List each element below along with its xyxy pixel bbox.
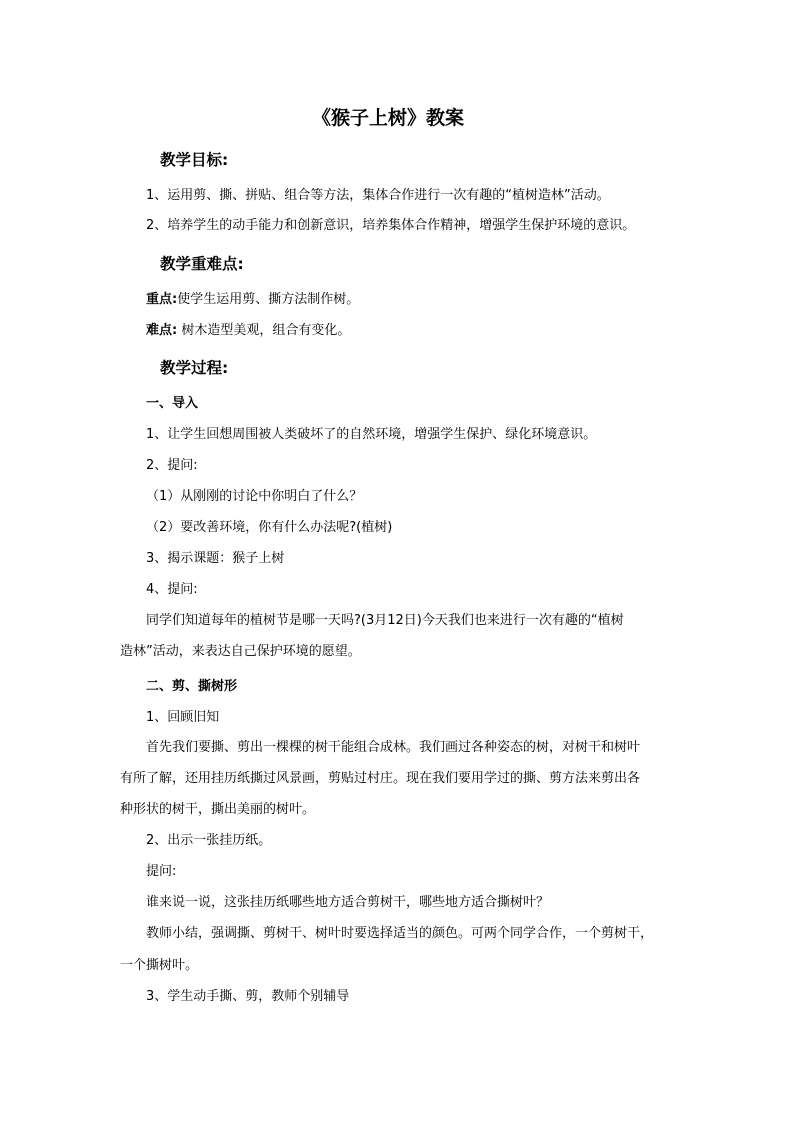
key-points-heading: 教学重难点: (160, 255, 244, 273)
paragraph-line: 1、回顾旧知 (146, 710, 220, 725)
paragraph-line: 首先我们要撕、剪出一棵棵的树干能组合成林。我们画过各种姿态的树，对树干和树叶 (146, 740, 641, 755)
paragraph-line: 造林”活动，来表达自己保护环境的愿望。 (120, 644, 361, 659)
paragraph-line: 教师小结，强调撕、剪树干、树叶时要选择适当的颜色。可两个同学合作，一个剪树干， (146, 926, 654, 941)
difficult-point-line (146, 322, 350, 340)
paragraph-line: 一个撕树叶。 (120, 958, 199, 973)
key-point-label: 重点: (146, 292, 178, 307)
key-point-line (146, 291, 359, 309)
page-title: 《猴子上树》教案 (312, 107, 465, 129)
paragraph-line: 有所了解，还用挂历纸撕过风景画，剪贴过村庄。现在我们要用学过的撕、剪方法来剪出各 (120, 771, 641, 786)
paragraph-line: 同学们知道每年的植树节是哪一天吗?(3月12日)今天我们也来进行一次有趣的“植树 (146, 613, 624, 628)
paragraph-line: （1）从刚刚的讨论中你明白了什么？ (146, 489, 363, 504)
section-heading: 二、剪、撕树形 (146, 679, 238, 694)
difficult-point-label: 难点: (146, 323, 178, 338)
paragraph-line: 谁来说一说，这张挂历纸哪些地方适合剪树干，哪些地方适合撕树叶？ (146, 895, 550, 910)
paragraph-line: 4、提问: (146, 582, 198, 597)
paragraph-line: 种形状的树干，撕出美丽的树叶。 (120, 802, 316, 817)
section-heading: 一、导入 (146, 396, 199, 411)
paragraph-line: 1、让学生回想周围被人类破坏了的自然环境，增强学生保护、绿化环境意识。 (146, 427, 597, 442)
paragraph-line: 2、出示一张挂历纸。 (146, 833, 272, 848)
process-heading: 教学过程: (160, 359, 229, 377)
paragraph-line: 提问: (146, 864, 177, 879)
paragraph-line: 3、揭示课题：猴子上树 (146, 551, 285, 566)
objective-item: 1、运用剪、撕、拼贴、组合等方法，集体合作进行一次有趣的“植树造林”活动。 (146, 188, 610, 203)
objectives-heading: 教学目标: (160, 151, 229, 169)
difficult-point-text: 树木造型美观，组合有变化。 (177, 323, 351, 338)
paragraph-line: （2）要改善环境，你有什么办法呢?(植树) (146, 520, 393, 535)
objective-item: 2、培养学生的动手能力和创新意识，培养集体合作精神，增强学生保护环境的意识。 (146, 218, 636, 233)
paragraph-line: 3、学生动手撕、剪，教师个别辅导 (146, 989, 350, 1004)
key-point-text: 使学生运用剪、撕方法制作树。 (177, 292, 360, 307)
paragraph-line: 2、提问: (146, 458, 198, 473)
